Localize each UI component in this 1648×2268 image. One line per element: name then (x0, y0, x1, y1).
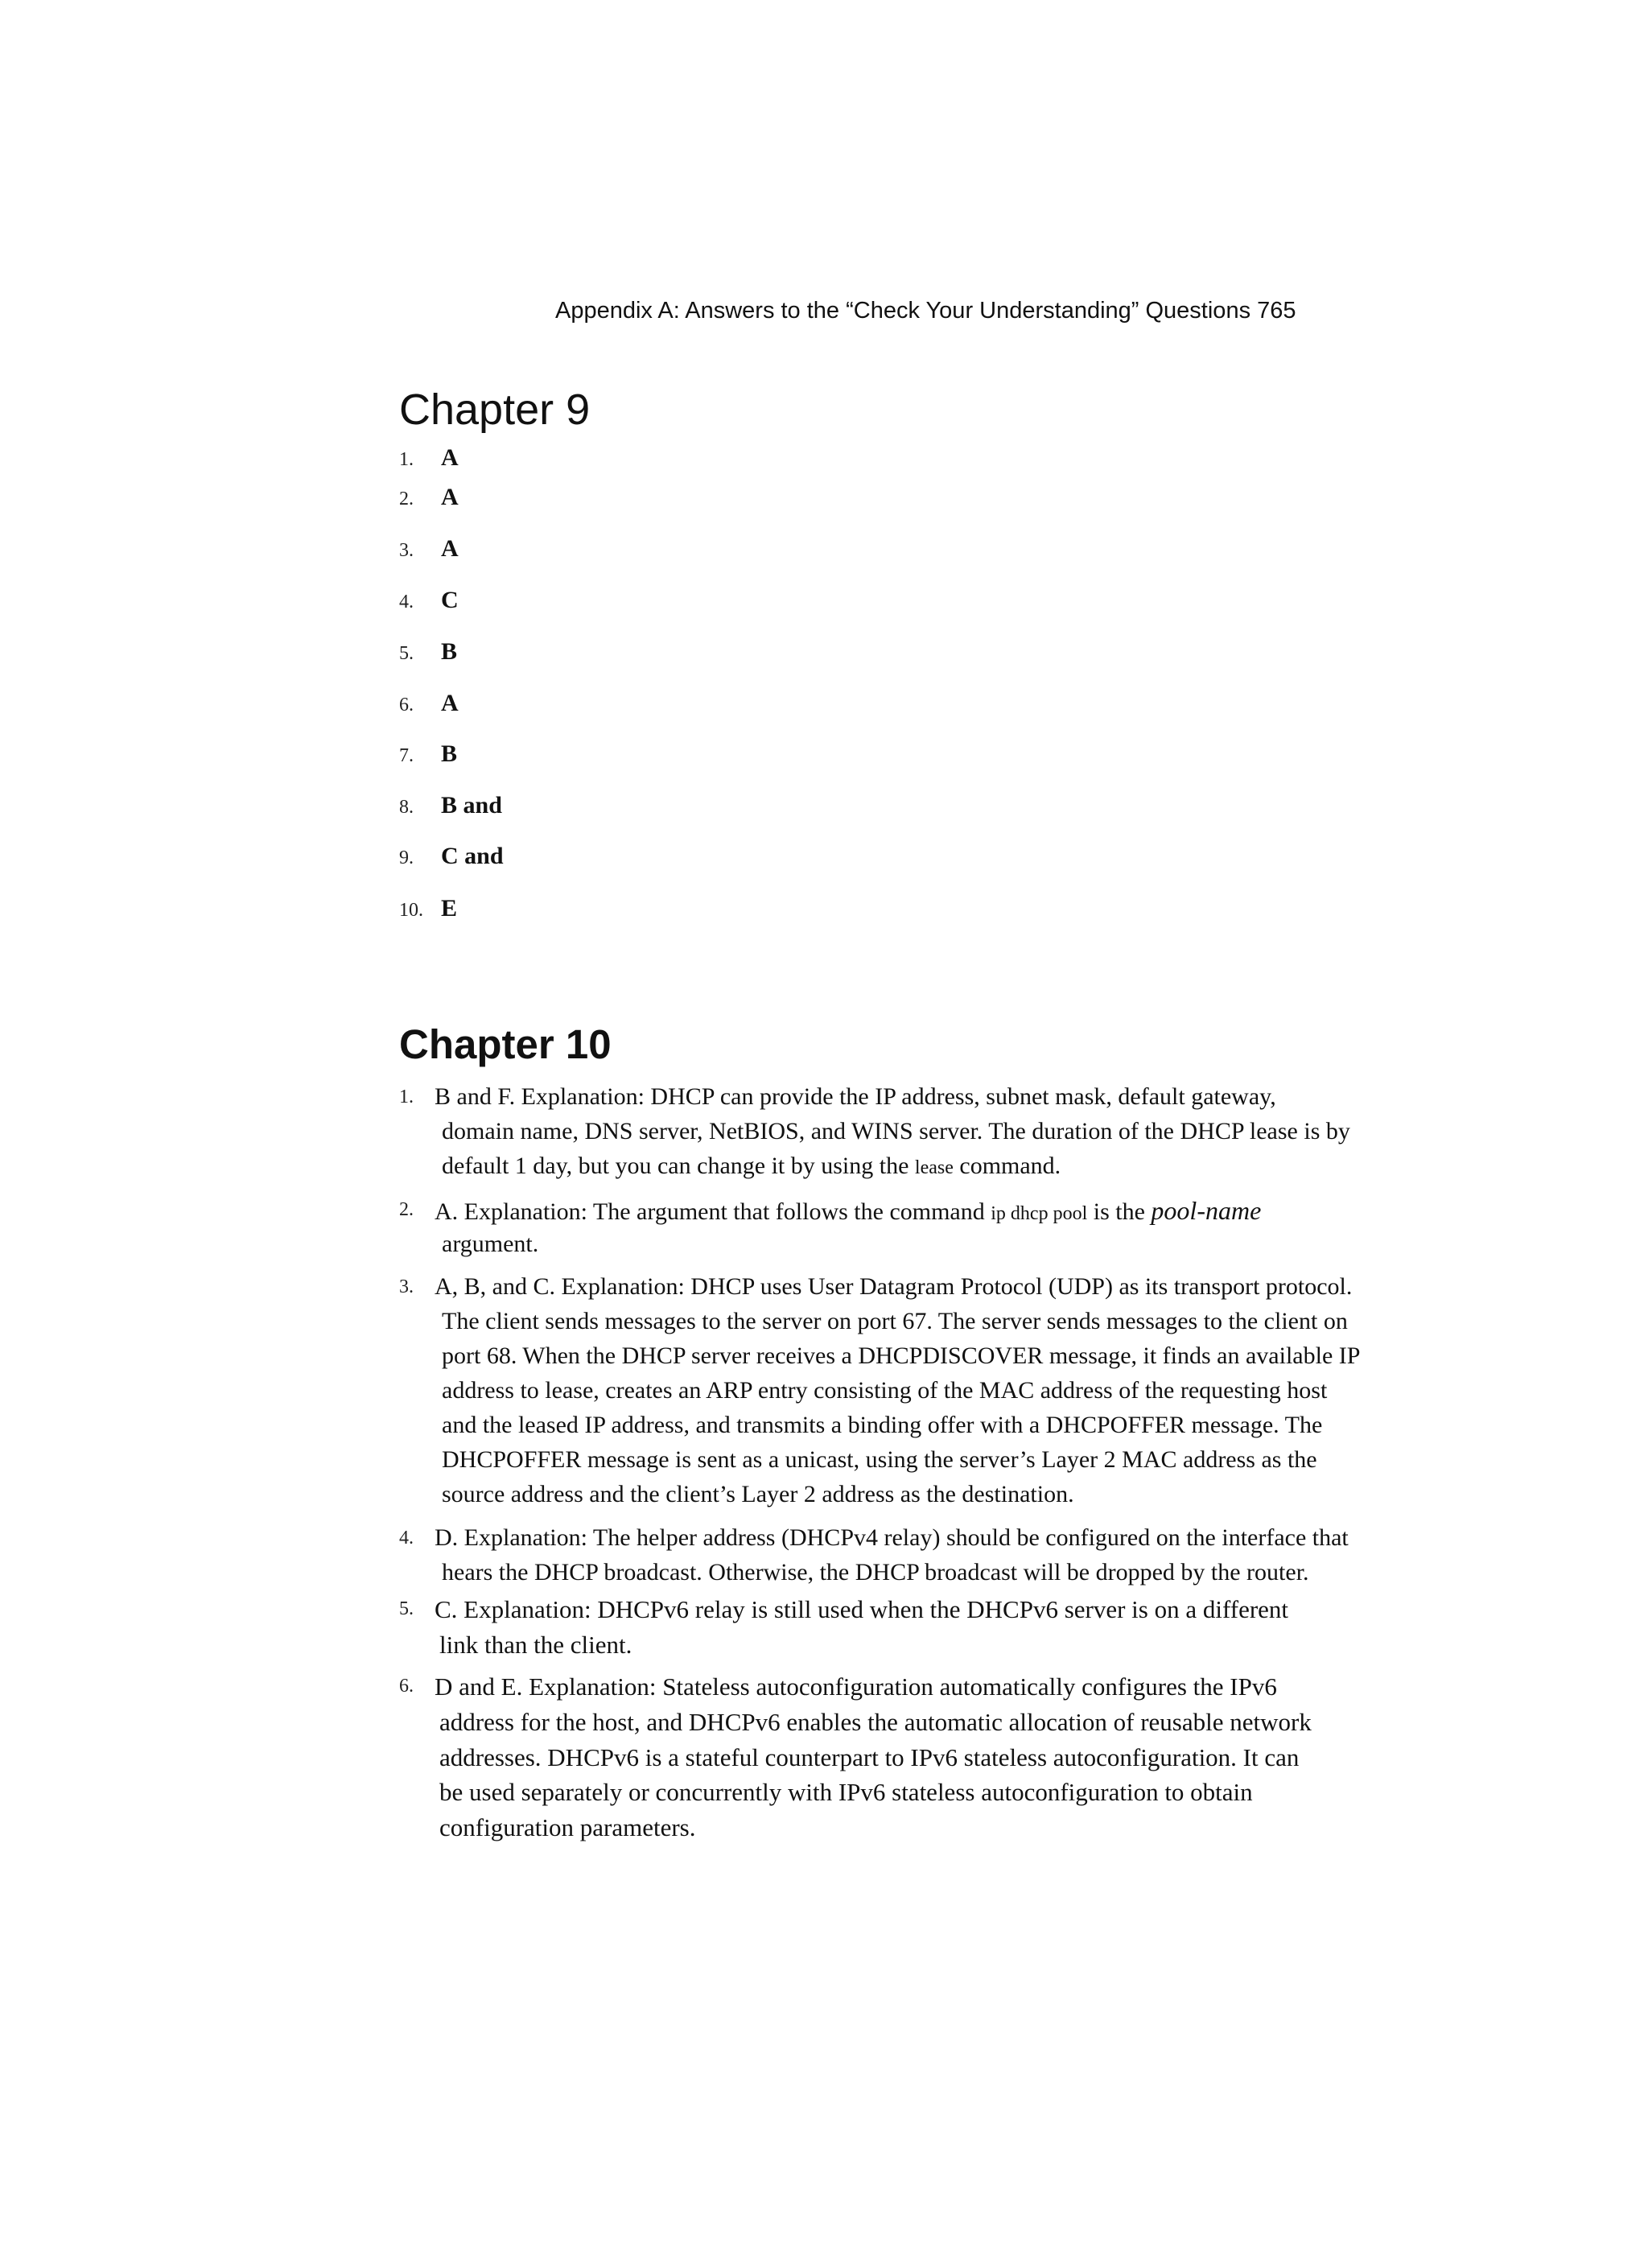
answer-value: A (441, 535, 459, 562)
chapter-9-title: Chapter 9 (399, 386, 591, 434)
answer-value: C and (441, 843, 504, 869)
answer-text-line: B and F. Explanation: DHCP can provide the IP address, subnet mask, default gateway, (435, 1083, 1276, 1110)
chapter-10-title: Chapter 10 (399, 1021, 612, 1067)
answer-text-line: hears the DHCP broadcast. Otherwise, the DHCP broadcast will be dropped by the router. (442, 1559, 1309, 1586)
answer-value: B and (441, 792, 502, 819)
answer-number: 3. (399, 1276, 414, 1297)
answer-number: 5. (399, 1598, 414, 1619)
answer-text-line: port 68. When the DHCP server receives a DHCPDISCOVER message, it finds an available IP (442, 1342, 1361, 1369)
argument-name: pool-name (1151, 1196, 1262, 1225)
answer-number: 4. (399, 592, 414, 612)
running-head: Appendix A: Answers to the “Check Your Understanding” Questions 765 (555, 298, 1296, 324)
answer-text-line: and the leased IP address, and transmits a binding offer with a DHCPOFFER message. The (442, 1412, 1323, 1438)
answer-text-line: link than the client. (439, 1631, 632, 1659)
command-keyword: lease (914, 1157, 954, 1178)
answer-number: 8. (399, 797, 414, 818)
command-keyword: ip dhcp pool (991, 1203, 1088, 1224)
answer-text-line: A, B, and C. Explanation: DHCP uses User Datagram Protocol (UDP) as its transport protocol. (435, 1273, 1353, 1300)
answer-text-line (435, 1196, 1261, 1226)
answer-text-line: C. Explanation: DHCPv6 relay is still used when the DHCPv6 server is on a different (435, 1595, 1289, 1623)
answer-number: 1. (399, 449, 414, 470)
answer-text-fragment: A. Explanation: The argument that follows the command (435, 1198, 991, 1225)
answer-value: B (441, 740, 458, 767)
answer-number: 6. (399, 695, 414, 715)
answer-text-fragment: command. (953, 1153, 1061, 1179)
answer-text-line: addresses. DHCPv6 is a stateful counterpart to IPv6 stateless autoconfiguration. It can (439, 1743, 1300, 1771)
answer-text-line: source address and the client’s Layer 2 address as the destination. (442, 1481, 1074, 1507)
answer-text-line: argument. (442, 1231, 539, 1257)
answer-number: 2. (399, 489, 414, 509)
answer-number: 1. (399, 1087, 414, 1107)
answer-number: 6. (399, 1676, 414, 1697)
answer-value: A (441, 690, 459, 716)
answer-text-line: DHCPOFFER message is sent as a unicast, using the server’s Layer 2 MAC address as the (442, 1446, 1317, 1473)
answer-text-line: D. Explanation: The helper address (DHCPv4 relay) should be configured on the interface that (435, 1524, 1349, 1551)
answer-text-line: domain name, DNS server, NetBIOS, and WINS server. The duration of the DHCP lease is by (442, 1118, 1350, 1144)
answer-text-line: The client sends messages to the server on port 67. The server sends messages to the client on (442, 1308, 1348, 1334)
answer-number: 3. (399, 540, 414, 561)
answer-text-line: be used separately or concurrently with IPv6 stateless autoconfiguration to obtain (439, 1778, 1253, 1806)
answer-number: 5. (399, 643, 414, 664)
answer-value: A (441, 444, 459, 471)
answer-value: A (441, 484, 459, 510)
answer-text-line: D and E. Explanation: Stateless autoconfiguration automatically configures the IPv6 (435, 1672, 1277, 1701)
answer-number: 4. (399, 1528, 414, 1548)
answer-value: E (441, 895, 458, 922)
answer-text-line: address to lease, creates an ARP entry consisting of the MAC address of the requesting host (442, 1377, 1328, 1404)
answer-value: B (441, 638, 458, 665)
answer-number: 2. (399, 1199, 414, 1220)
answer-value: C (441, 587, 459, 613)
answer-text-line: address for the host, and DHCPv6 enables the automatic allocation of reusable network (439, 1708, 1312, 1736)
answer-number: 9. (399, 847, 414, 868)
answer-number: 7. (399, 745, 414, 766)
answer-text-fragment: default 1 day, but you can change it by using the (442, 1153, 915, 1179)
answer-text-fragment: is the (1087, 1198, 1152, 1225)
answer-text-line: configuration parameters. (439, 1813, 696, 1841)
answer-text-line (442, 1153, 1061, 1180)
answer-number: 10. (399, 900, 423, 921)
